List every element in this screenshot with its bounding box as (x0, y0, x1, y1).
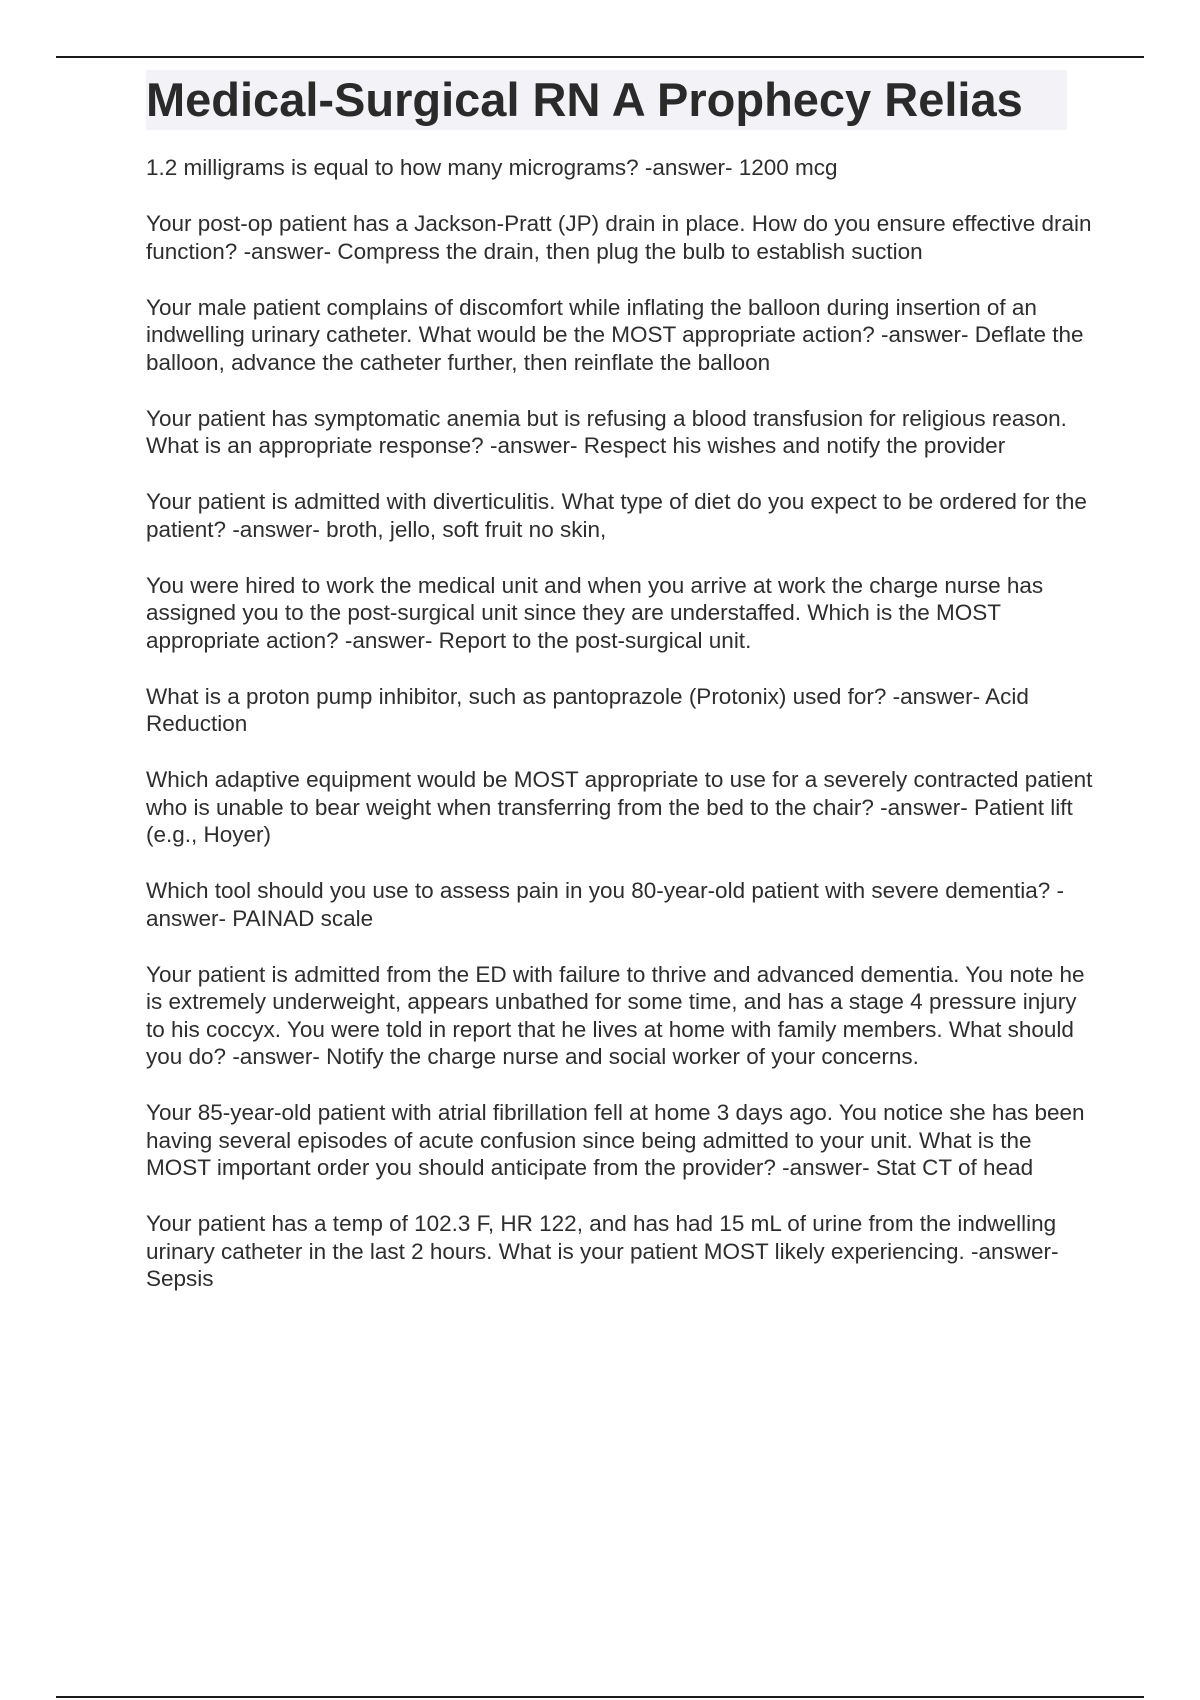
qa-item-2: Your post-op patient has a Jackson-Pratt (JP) drain in place. How do you ensure effective drain function? -answer- Compress the drain, then plug the bulb to establish suction (146, 211, 1092, 264)
qa-item-6: You were hired to work the medical unit and when you arrive at work the charge nurse has assigned you to the post-surgical unit since they are understaffed. Which is the MOST appropriate action? -answer- Report to the post-surgical unit. (146, 572, 1044, 653)
qa-item-8: Which adaptive equipment would be MOST appropriate to use for a severely contracted patient who is unable to bear weight when transferring from the bed to the chair? -answer- Patient lift (e.g., Hoyer) (146, 767, 1093, 847)
qa-item-12: Your patient has a temp of 102.3 F, HR 122, and has had 15 mL of urine from the indwelling urinary catheter in the last 2 hours. What is your patient MOST likely experiencing. -answer- Sepsis (146, 1211, 1059, 1291)
qa-item-4: Your patient has symptomatic anemia but is refusing a blood transfusion for religious reason. What is an appropriate response? -answer- Respect his wishes and notify the provider (146, 405, 1067, 458)
top-rule (56, 56, 1144, 58)
qa-item-9: Which tool should you use to assess pain in you 80-year-old patient with severe dementia? -answer- PAINAD scale (146, 878, 1065, 931)
qa-item-3: Your male patient complains of discomfort while inflating the balloon during insertion of an indwelling urinary catheter. What would be the MOST appropriate action? -answer- Deflate the balloon, advance the catheter further, then reinflate the balloon (146, 294, 1084, 375)
bottom-rule (56, 1696, 1144, 1698)
qa-item-11: Your 85-year-old patient with atrial fibrillation fell at home 3 days ago. You notice she has been having several episodes of acute confusion since being admitted to your unit. What is the MOST important order you should anticipate from the provider? -answer- Stat CT of head (146, 1100, 1085, 1180)
qa-item-5: Your patient is admitted with diverticulitis. What type of diet do you expect to be ordered for the patient? -answer- broth, jello, soft fruit no skin, (146, 489, 1087, 542)
document-body (146, 70, 1094, 1321)
qa-item-7: What is a proton pump inhibitor, such as pantoprazole (Protonix) used for? -answer- Acid Reduction (146, 683, 1029, 736)
qa-list (146, 154, 1094, 1293)
document-title: Medical-Surgical RN A Prophecy Relias (146, 70, 1067, 130)
qa-item-10: Your patient is admitted from the ED with failure to thrive and advanced dementia. You note he is extremely underweight, appears unbathed for some time, and has a stage 4 pressure injury to his coccyx. You were told in report that he lives at home with family members. What should you do? -answer- Notify the charge nurse and social worker of your concerns. (146, 961, 1085, 1069)
qa-item-1: 1.2 milligrams is equal to how many micrograms? -answer- 1200 mcg (146, 155, 838, 180)
